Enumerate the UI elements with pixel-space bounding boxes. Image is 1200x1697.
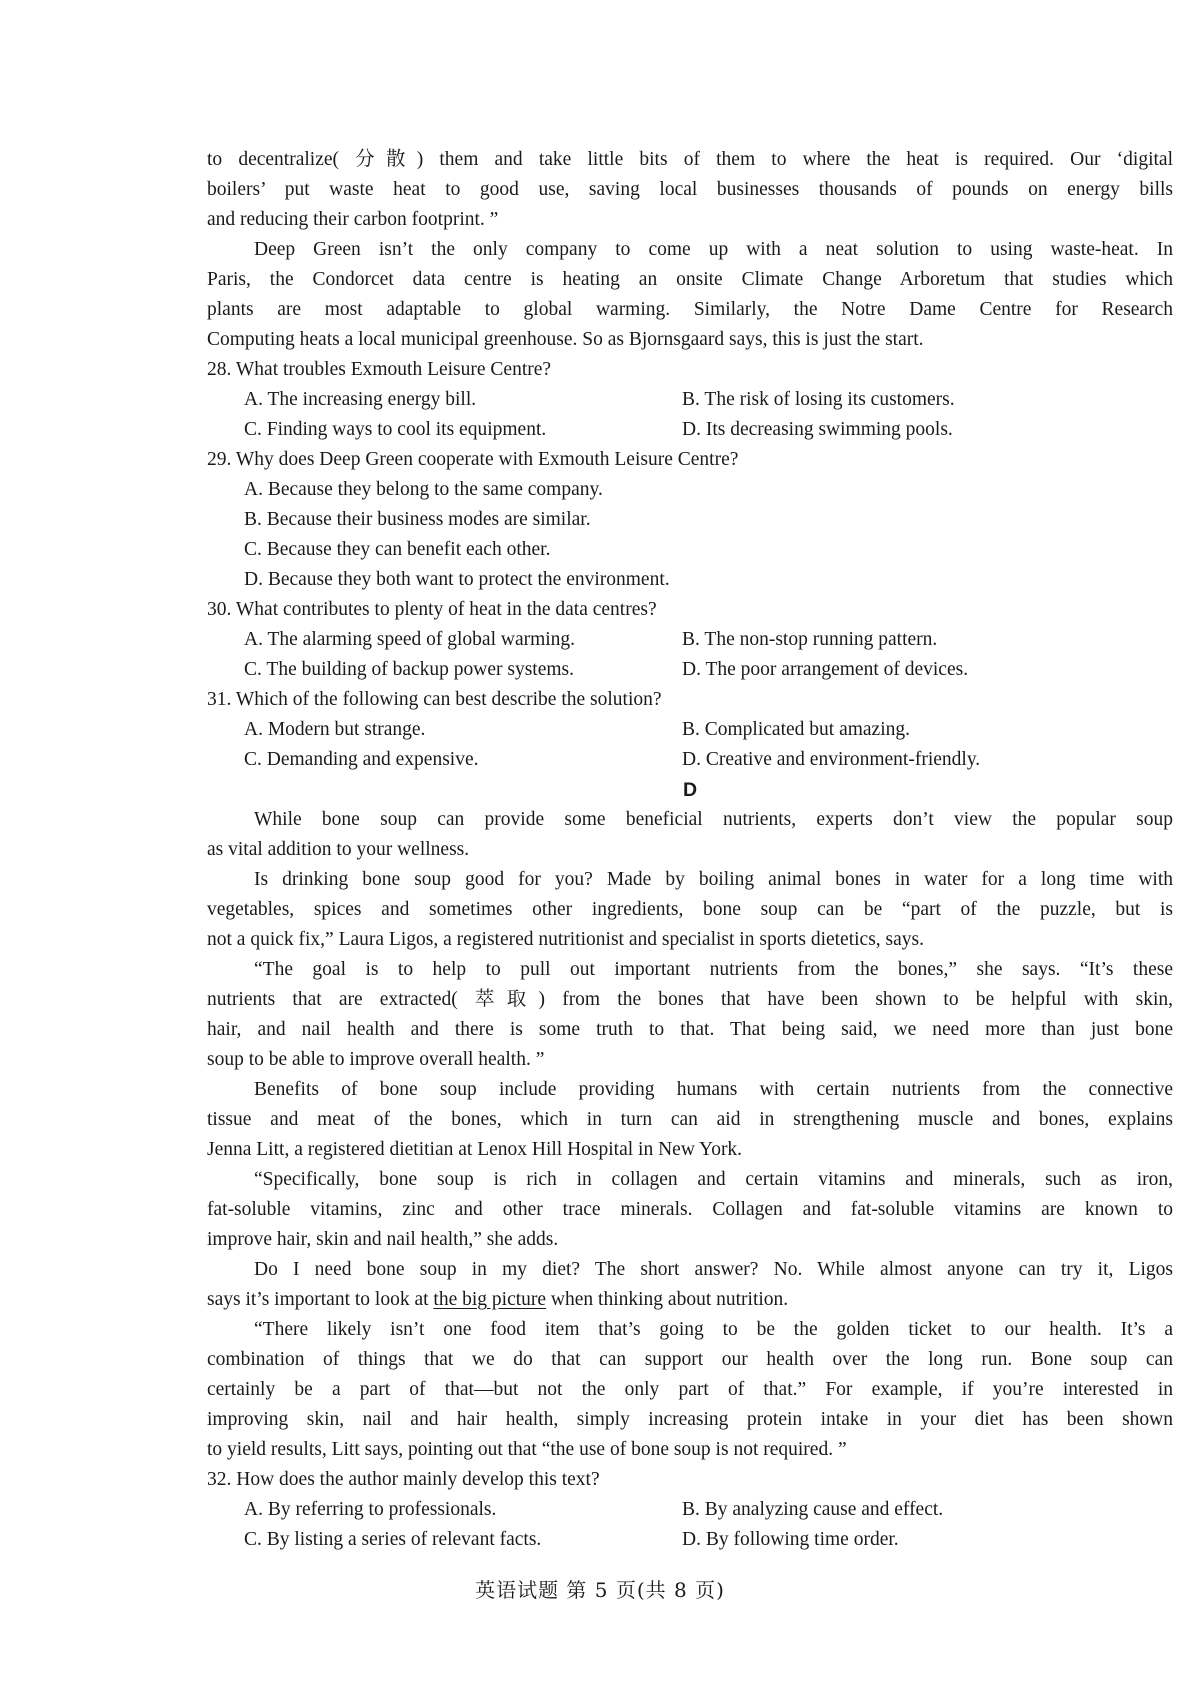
- text-line: combination of things that we do that can support our health over the long run. Bone soup can: [207, 1349, 1173, 1370]
- text-line: as vital addition to your wellness.: [207, 839, 470, 860]
- option-a: A. Modern but strange.: [244, 719, 426, 740]
- text-line: soup to be able to improve overall health. ”: [207, 1049, 545, 1070]
- text-line: “There likely isn’t one food item that’s going to be the golden ticket to our health. It’s a: [254, 1319, 1173, 1340]
- text-line: improve hair, skin and nail health,” she adds.: [207, 1229, 559, 1250]
- text-line: boilers’ put waste heat to good use, saving local businesses thousands of pounds on energy bills: [207, 179, 1173, 200]
- question-stem: 28. What troubles Exmouth Leisure Centre?: [207, 359, 552, 380]
- option-b: B. Complicated but amazing.: [682, 719, 910, 740]
- text-line: hair, and nail health and there is some truth to that. That being said, we need more than just bone: [207, 1019, 1173, 1040]
- option-c: C. The building of backup power systems.: [244, 659, 575, 680]
- text-line: to decentralize( 分散) them and take little bits of them to where the heat is required. Our ‘digital: [207, 149, 1173, 170]
- option-d: D. Because they both want to protect the environment.: [244, 569, 670, 590]
- option-b: B. The non-stop running pattern.: [682, 629, 938, 650]
- question-32: [207, 1465, 1173, 1555]
- question-29: [207, 445, 1173, 595]
- option-c: C. Demanding and expensive.: [244, 749, 479, 770]
- option-b: B. The risk of losing its customers.: [682, 389, 955, 410]
- option-b: B. By analyzing cause and effect.: [682, 1499, 944, 1520]
- underlined-phrase: the big picture: [433, 1289, 547, 1310]
- option-d: D. Creative and environment-friendly.: [682, 749, 981, 770]
- question-stem: 29. Why does Deep Green cooperate with Exmouth Leisure Centre?: [207, 449, 739, 470]
- question-stem: 30. What contributes to plenty of heat in the data centres?: [207, 599, 657, 620]
- text-line: While bone soup can provide some beneficial nutrients, experts don’t view the popular soup: [254, 809, 1173, 830]
- option-a: A. By referring to professionals.: [244, 1499, 497, 1520]
- option-a: A. Because they belong to the same company.: [244, 479, 603, 500]
- option-c: C. Finding ways to cool its equipment.: [244, 419, 547, 440]
- question-stem: 32. How does the author mainly develop this text?: [207, 1469, 600, 1490]
- passage-d: [207, 805, 1173, 1465]
- text-line: not a quick fix,” Laura Ligos, a registered nutritionist and specialist in sports dietetics, says.: [207, 929, 924, 950]
- option-a: A. The increasing energy bill.: [244, 389, 477, 410]
- text-line: certainly be a part of that—but not the only part of that.” For example, if you’re interested in: [207, 1379, 1173, 1400]
- text-line: tissue and meat of the bones, which in turn can aid in strengthening muscle and bones, explains: [207, 1109, 1173, 1130]
- text-line: nutrients that are extracted( 萃取) from the bones that have been shown to be helpful with skin,: [207, 989, 1173, 1010]
- text-line: “The goal is to help to pull out important nutrients from the bones,” she says. “It’s these: [254, 959, 1173, 980]
- text-line: fat-soluble vitamins, zinc and other trace minerals. Collagen and fat-soluble vitamins are known to: [207, 1199, 1173, 1220]
- text-line: vegetables, spices and sometimes other ingredients, bone soup can be “part of the puzzle, but is: [207, 899, 1173, 920]
- option-d: D. The poor arrangement of devices.: [682, 659, 969, 680]
- text-line: Deep Green isn’t the only company to come up with a neat solution to using waste-heat. In: [254, 239, 1173, 260]
- text-line: and reducing their carbon footprint. ”: [207, 209, 499, 230]
- section-heading: D: [682, 779, 698, 801]
- page-content: [207, 145, 1173, 1555]
- text-line: [207, 1285, 1173, 1315]
- text-line: “Specifically, bone soup is rich in collagen and certain vitamins and minerals, such as iron,: [254, 1169, 1173, 1190]
- text-line: to yield results, Litt says, pointing out that “the use of bone soup is not required. ”: [207, 1439, 847, 1460]
- page-footer: 英语试题 第 5 页(共 8 页): [475, 1578, 725, 1602]
- text-line: improving skin, nail and hair health, simply increasing protein intake in your diet has been shown: [207, 1409, 1173, 1430]
- text-line: Computing heats a local municipal greenhouse. So as Bjornsgaard says, this is just the start.: [207, 329, 924, 350]
- text-line: Jenna Litt, a registered dietitian at Lenox Hill Hospital in New York.: [207, 1139, 743, 1160]
- passage-c-continuation: [207, 145, 1173, 355]
- question-31: [207, 685, 1173, 775]
- text-line: Is drinking bone soup good for you? Made by boiling animal bones in water for a long time with: [254, 869, 1173, 890]
- text-line: plants are most adaptable to global warming. Similarly, the Notre Dame Centre for Research: [207, 299, 1173, 320]
- text-line: Benefits of bone soup include providing humans with certain nutrients from the connective: [254, 1079, 1173, 1100]
- text-span: says it’s important to look at: [207, 1289, 434, 1310]
- question-30: [207, 595, 1173, 685]
- text-line: Do I need bone soup in my diet? The short answer? No. While almost anyone can try it, Ligos: [254, 1259, 1173, 1280]
- option-c: C. Because they can benefit each other.: [244, 539, 551, 560]
- text-line: Paris, the Condorcet data centre is heating an onsite Climate Change Arboretum that studies which: [207, 269, 1173, 290]
- option-c: C. By listing a series of relevant facts.: [244, 1529, 542, 1550]
- option-d: D. Its decreasing swimming pools.: [682, 419, 953, 440]
- text-span: when thinking about nutrition.: [546, 1289, 789, 1310]
- question-stem: 31. Which of the following can best describe the solution?: [207, 689, 662, 710]
- question-28: [207, 355, 1173, 445]
- option-d: D. By following time order.: [682, 1529, 899, 1550]
- option-a: A. The alarming speed of global warming.: [244, 629, 576, 650]
- option-b: B. Because their business modes are similar.: [244, 509, 591, 530]
